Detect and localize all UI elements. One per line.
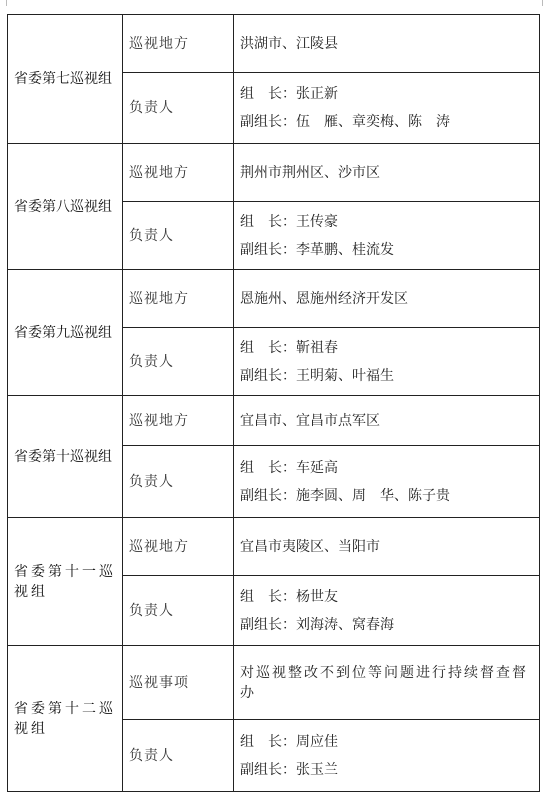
group-name-cell: 省委第十二巡视组 bbox=[8, 646, 123, 792]
row-label: 负责人 bbox=[123, 576, 234, 646]
table-row bbox=[8, 646, 540, 720]
content-line: 荆州市荆州区、沙市区 bbox=[240, 164, 380, 181]
table-row bbox=[8, 396, 540, 446]
content-line: 组 长：靳祖春 bbox=[240, 339, 338, 356]
content-line: 宜昌市夷陵区、当阳市 bbox=[240, 538, 380, 555]
group-name-cell: 省委第八巡视组 bbox=[8, 144, 123, 270]
inspection-group-table bbox=[7, 14, 540, 792]
group-name-cell: 省委第七巡视组 bbox=[8, 15, 123, 144]
content-line: 洪湖市、江陵县 bbox=[240, 35, 338, 52]
content-line: 组 长：周应佳 bbox=[240, 733, 338, 750]
row-content bbox=[234, 328, 540, 396]
row-label: 负责人 bbox=[123, 446, 234, 518]
group-name-cell: 省委第九巡视组 bbox=[8, 270, 123, 396]
row-label: 巡视地方 bbox=[123, 396, 234, 446]
row-label: 负责人 bbox=[123, 328, 234, 396]
row-content bbox=[234, 576, 540, 646]
row-label: 巡视事项 bbox=[123, 646, 234, 720]
row-content bbox=[234, 446, 540, 518]
row-content bbox=[234, 396, 540, 446]
content-line: 副组长：王明菊、叶福生 bbox=[240, 367, 394, 384]
content-line: 组 长：杨世友 bbox=[240, 588, 338, 605]
row-label: 巡视地方 bbox=[123, 144, 234, 202]
table-row bbox=[8, 144, 540, 202]
row-label: 负责人 bbox=[123, 202, 234, 270]
content-line: 恩施州、恩施州经济开发区 bbox=[240, 290, 408, 307]
row-label: 负责人 bbox=[123, 73, 234, 144]
row-content bbox=[234, 144, 540, 202]
group-name-cell: 省委第十一巡视组 bbox=[8, 518, 123, 646]
row-label: 巡视地方 bbox=[123, 518, 234, 576]
row-content bbox=[234, 720, 540, 792]
row-content bbox=[234, 202, 540, 270]
table-row bbox=[8, 518, 540, 576]
row-content bbox=[234, 646, 540, 720]
content-line: 副组长：张玉兰 bbox=[240, 761, 338, 778]
content-line: 副组长：李革鹏、桂流发 bbox=[240, 241, 394, 258]
content-line: 组 长：张正新 bbox=[240, 86, 338, 102]
row-label: 负责人 bbox=[123, 720, 234, 792]
row-label: 巡视地方 bbox=[123, 15, 234, 73]
table-row bbox=[8, 15, 540, 73]
page-corner-mark bbox=[6, 0, 543, 6]
content-line: 副组长：施李圆、周 华、陈子贵 bbox=[240, 487, 450, 504]
table-row bbox=[8, 270, 540, 328]
row-content bbox=[234, 15, 540, 73]
row-content bbox=[234, 73, 540, 144]
content-line: 对巡视整改不到位等问题进行持续督查督办 bbox=[240, 664, 528, 701]
row-content bbox=[234, 518, 540, 576]
row-label: 巡视地方 bbox=[123, 270, 234, 328]
group-name-cell: 省委第十巡视组 bbox=[8, 396, 123, 518]
row-content bbox=[234, 270, 540, 328]
content-line: 副组长：伍 雁、章奕梅、陈 涛 bbox=[240, 114, 450, 130]
content-line: 宜昌市、宜昌市点军区 bbox=[240, 412, 380, 429]
content-line: 组 长：王传豪 bbox=[240, 213, 338, 230]
content-line: 副组长：刘海涛、窝春海 bbox=[240, 616, 394, 633]
content-line: 组 长：车延高 bbox=[240, 459, 338, 476]
